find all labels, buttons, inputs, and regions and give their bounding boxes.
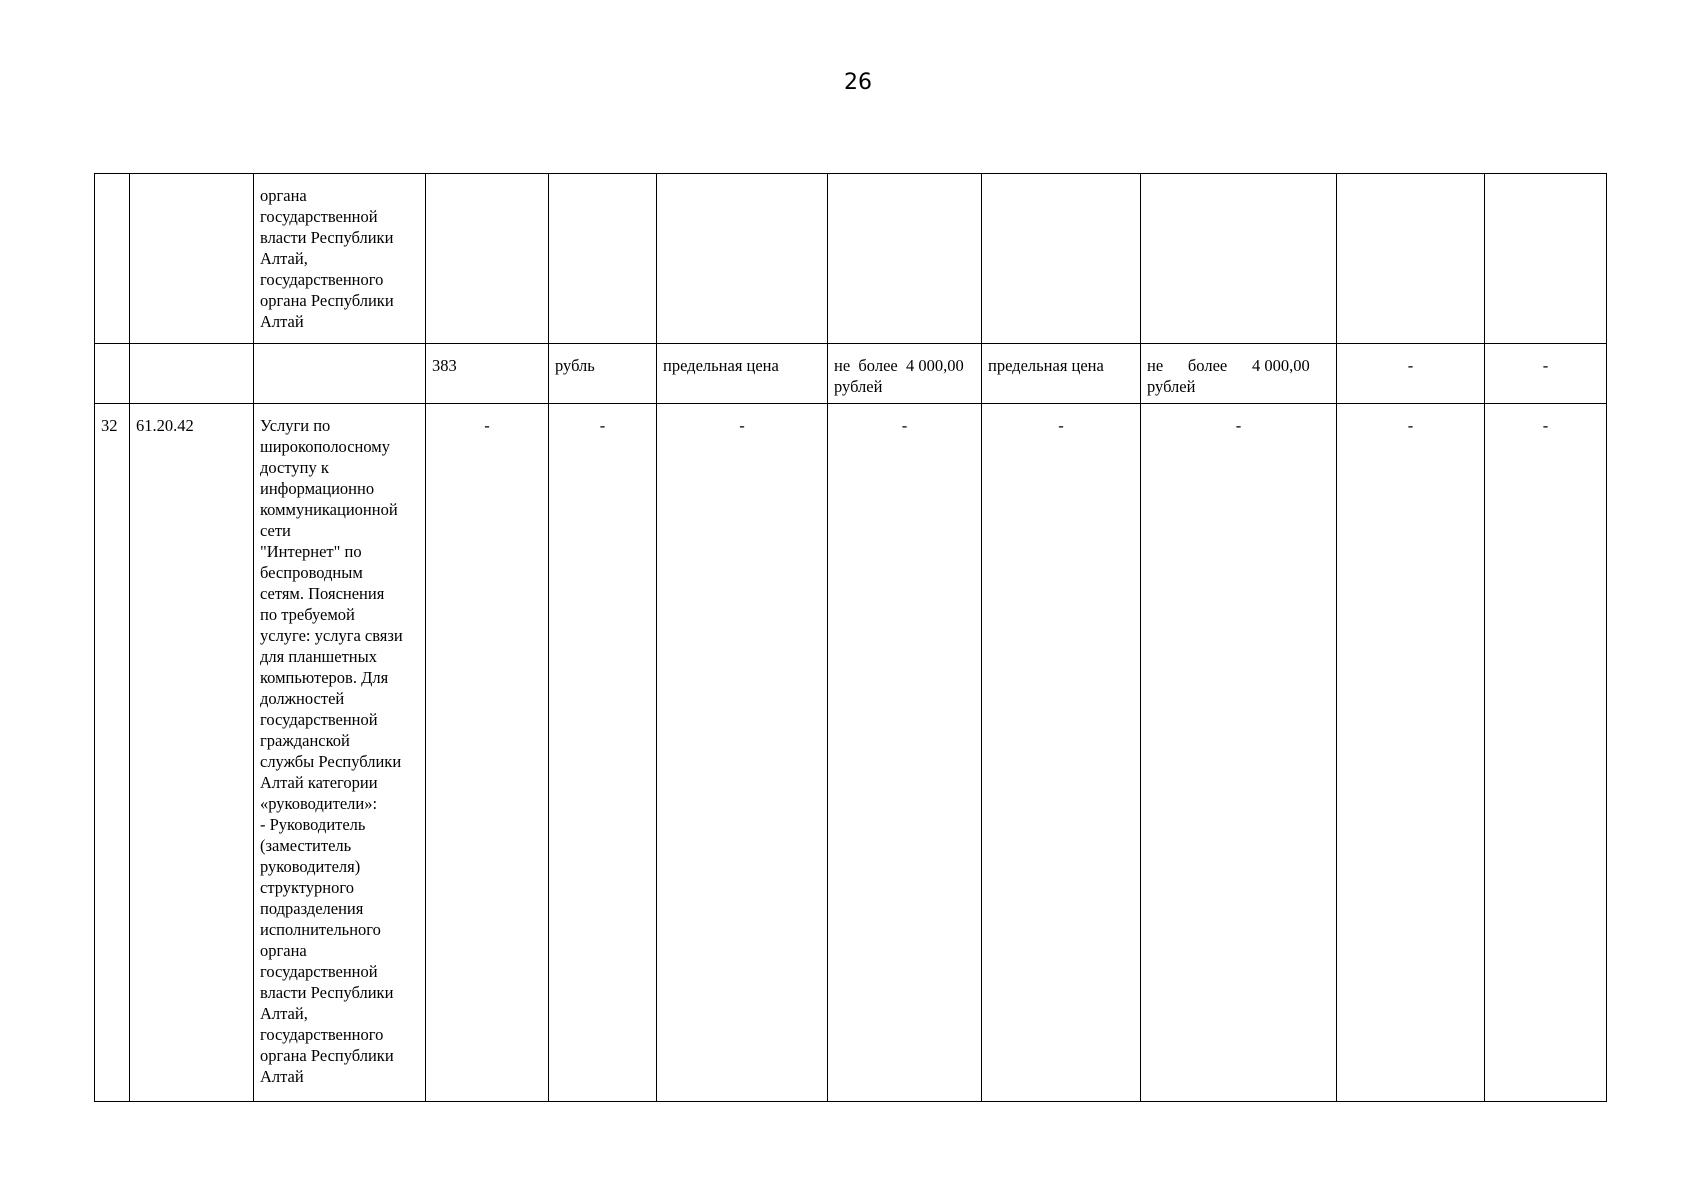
page-number: 26 <box>844 70 872 95</box>
cell-col10 <box>1485 174 1607 344</box>
cell-col9: - <box>1337 344 1485 404</box>
cell-num: 32 <box>95 404 130 1102</box>
cell-okpd-code: 61.20.42 <box>130 404 254 1102</box>
table-row <box>95 404 1607 1102</box>
cell-characteristic-1: предельная цена <box>657 344 828 404</box>
requirements-table <box>94 173 1607 1102</box>
table-row <box>95 174 1607 344</box>
cell-characteristic-1: - <box>657 404 828 1102</box>
cell-unit-code: 383 <box>426 344 549 404</box>
cell-characteristic-2: - <box>982 404 1141 1102</box>
value-1-line1: не более 4 000,00 <box>834 356 964 375</box>
cell-unit-name <box>549 174 657 344</box>
value-2-line2: рублей <box>1147 377 1196 396</box>
cell-value-1 <box>828 174 982 344</box>
cell-okpd-code <box>130 174 254 344</box>
cell-value-1: - <box>828 404 982 1102</box>
table-row <box>95 344 1607 404</box>
cell-characteristic-2: предельная цена <box>982 344 1141 404</box>
cell-col9 <box>1337 174 1485 344</box>
cell-description <box>254 404 426 1102</box>
cell-description <box>254 174 426 344</box>
value-2-line1: не более 4 000,00 <box>1147 356 1310 375</box>
cell-characteristic-1 <box>657 174 828 344</box>
cell-num <box>95 344 130 404</box>
value-1-line2: рублей <box>834 377 883 396</box>
cell-characteristic-2 <box>982 174 1141 344</box>
cell-value-2 <box>1141 174 1337 344</box>
cell-unit-name: рубль <box>549 344 657 404</box>
cell-col9: - <box>1337 404 1485 1102</box>
cell-col10: - <box>1485 404 1607 1102</box>
cell-col10: - <box>1485 344 1607 404</box>
cell-description <box>254 344 426 404</box>
cell-num <box>95 174 130 344</box>
description-text: органа государственной власти Республики Алтай, государственного органа Республики Алтай <box>260 186 394 331</box>
cell-value-2 <box>1141 344 1337 404</box>
cell-value-1 <box>828 344 982 404</box>
cell-value-2: - <box>1141 404 1337 1102</box>
cell-okpd-code <box>130 344 254 404</box>
cell-unit-code <box>426 174 549 344</box>
description-text: Услуги по широкополосному доступу к информационно коммуникационной сети "Интернет" по беспроводным сетям. Пояснения по требуемой услуге: услуга связи для планшетных компьютеров. Для должностей государственной гражданской службы Республики Алтай категории «руководители»: - Руководитель (заместитель руководителя) структурного подразделения исполнительного органа государственной власти Республики Алтай, государственного органа Республики Алтай <box>260 416 403 1086</box>
cell-unit-name: - <box>549 404 657 1102</box>
cell-unit-code: - <box>426 404 549 1102</box>
